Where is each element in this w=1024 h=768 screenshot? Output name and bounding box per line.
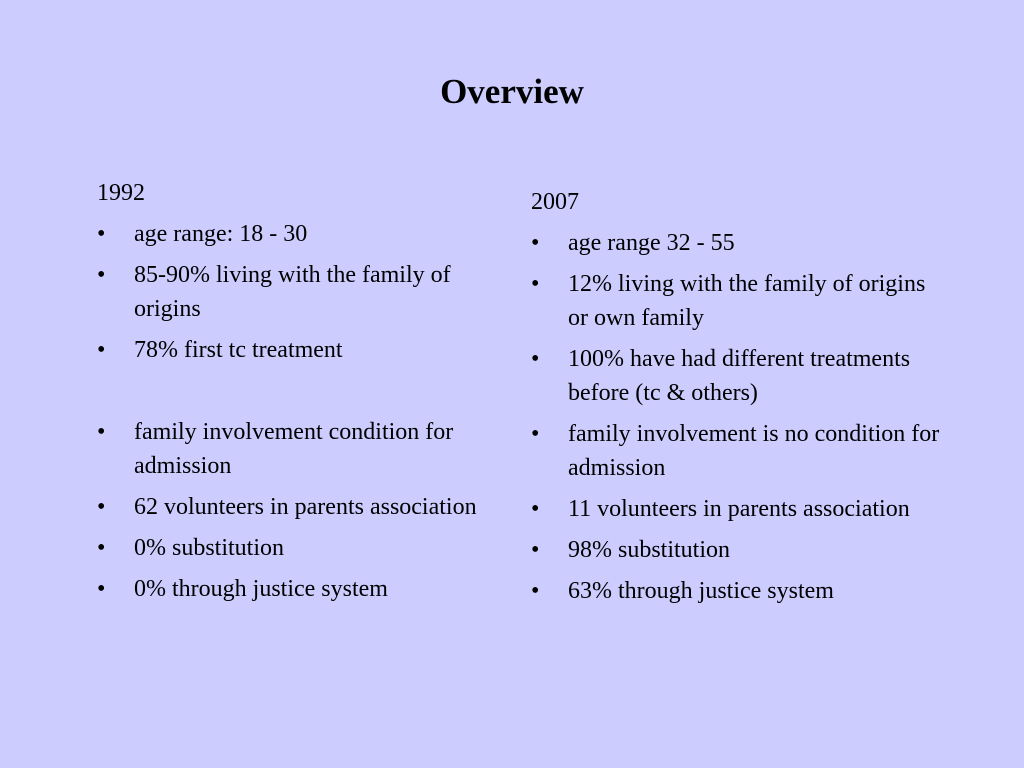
list-item-text: 0% substitution xyxy=(134,535,285,561)
list-item-text: 100% have had different treatments before (tc & others) xyxy=(568,346,911,406)
list-item xyxy=(531,226,951,260)
bullet-icon: • xyxy=(531,230,540,256)
list-item xyxy=(97,258,497,326)
list-item-text: 78% first tc treatment xyxy=(134,337,343,363)
bullet-icon: • xyxy=(97,419,106,445)
list-item-text: family involvement is no condition for admission xyxy=(568,421,940,481)
bullet-icon: • xyxy=(97,337,106,363)
list-item xyxy=(97,572,497,606)
list-item-text: family involvement condition for admission xyxy=(134,419,454,479)
list-item-text: age range: 18 - 30 xyxy=(134,221,308,247)
list-item xyxy=(97,415,497,483)
list-item-text: 85-90% living with the family of origins xyxy=(134,262,451,322)
list-item xyxy=(97,217,497,251)
list-item-text: 12% living with the family of origins or own family xyxy=(568,271,926,331)
list-item xyxy=(97,531,497,565)
bullet-icon: • xyxy=(531,271,540,297)
list-item-text: 11 volunteers in parents association xyxy=(568,496,910,522)
column-1992 xyxy=(97,176,497,613)
list-item xyxy=(531,417,951,485)
list-item xyxy=(97,333,497,367)
bullet-list-2007 xyxy=(531,226,951,608)
bullet-icon: • xyxy=(531,578,540,604)
list-item-text: age range 32 - 55 xyxy=(568,230,735,256)
list-item-text: 62 volunteers in parents association xyxy=(134,494,477,520)
bullet-icon: • xyxy=(531,421,540,447)
bullet-icon: • xyxy=(97,535,106,561)
bullet-icon: • xyxy=(97,262,106,288)
column-heading-1992: 1992 xyxy=(97,180,145,206)
list-item-text: 63% through justice system xyxy=(568,578,834,604)
bullet-icon: • xyxy=(97,494,106,520)
bullet-icon: • xyxy=(531,346,540,372)
bullet-icon: • xyxy=(531,496,540,522)
list-item xyxy=(531,342,951,410)
list-item-text: 0% through justice system xyxy=(134,576,388,602)
column-2007 xyxy=(531,185,951,615)
bullet-list-1992 xyxy=(97,217,497,606)
list-item-text: 98% substitution xyxy=(568,537,731,563)
column-heading-2007: 2007 xyxy=(531,189,579,215)
slide-title: Overview xyxy=(440,72,584,111)
list-item xyxy=(531,492,951,526)
bullet-icon: • xyxy=(97,221,106,247)
bullet-icon: • xyxy=(97,576,106,602)
list-item xyxy=(531,533,951,567)
list-item xyxy=(531,267,951,335)
list-item xyxy=(97,490,497,524)
bullet-icon: • xyxy=(531,537,540,563)
list-item xyxy=(531,574,951,608)
